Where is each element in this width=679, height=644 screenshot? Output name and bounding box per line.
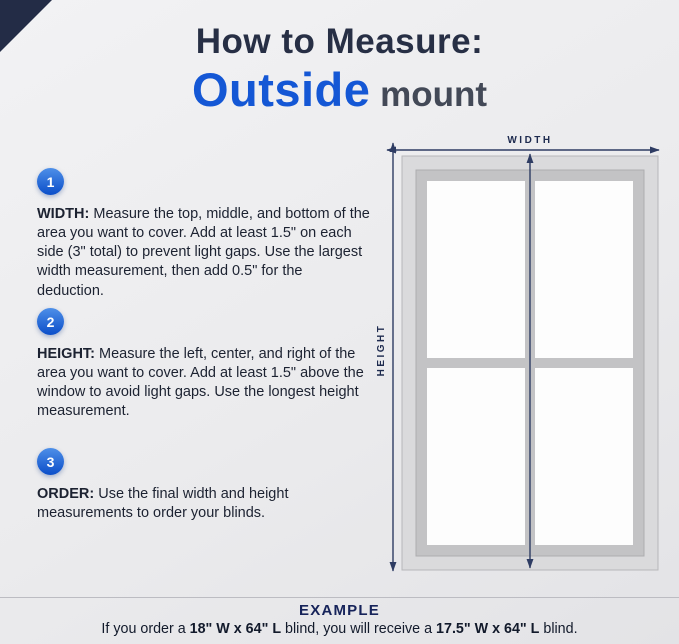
step-order [37, 448, 371, 523]
height-measure-label: HEIGHT [376, 323, 387, 377]
step-3-label: ORDER: [37, 486, 95, 502]
step-2-body: Measure the left, center, and right of the area you want to cover. Add at least 1.5" above the window to avoid light gaps. Use the longest height measurement. [37, 346, 364, 420]
window-diagram-svg [372, 130, 672, 582]
window-measure-diagram [372, 130, 672, 582]
step-width [37, 168, 371, 301]
step-1-number-badge: 1 [37, 168, 64, 195]
step-2-label: HEIGHT: [37, 346, 95, 362]
step-1-description [37, 205, 371, 301]
example-middle: blind, you will receive a [281, 621, 437, 637]
step-2-description [37, 345, 371, 422]
step-3-body: Use the final width and height measurements to order your blinds. [37, 486, 289, 522]
example-heading: EXAMPLE [299, 602, 380, 619]
example-receive-size: 17.5" W x 64" L [436, 621, 540, 637]
title-rest-word: mount [370, 75, 488, 114]
example-suffix: blind. [539, 621, 578, 637]
step-1-body: Measure the top, middle, and bottom of the area you want to cover. Add at least 1.5" on each side (3" total) to prevent light gaps. Use the largest width measurement, then add 0.5" for the deduction. [37, 206, 370, 299]
example-order-size: 18" W x 64" L [189, 621, 282, 637]
footer-divider [0, 597, 679, 598]
step-height [37, 308, 371, 422]
step-1-label: WIDTH: [37, 206, 90, 222]
title-line-2 [0, 62, 679, 117]
step-2-number-badge: 2 [37, 308, 64, 335]
example-sentence [0, 621, 679, 637]
page-title [0, 22, 679, 117]
width-measure-label: WIDTH [507, 135, 553, 146]
example-prefix: If you order a [101, 621, 190, 637]
title-line-1: How to Measure: [195, 22, 484, 61]
title-accent-word: Outside [191, 63, 371, 116]
step-3-number-badge: 3 [37, 448, 64, 475]
step-3-description [37, 485, 371, 523]
